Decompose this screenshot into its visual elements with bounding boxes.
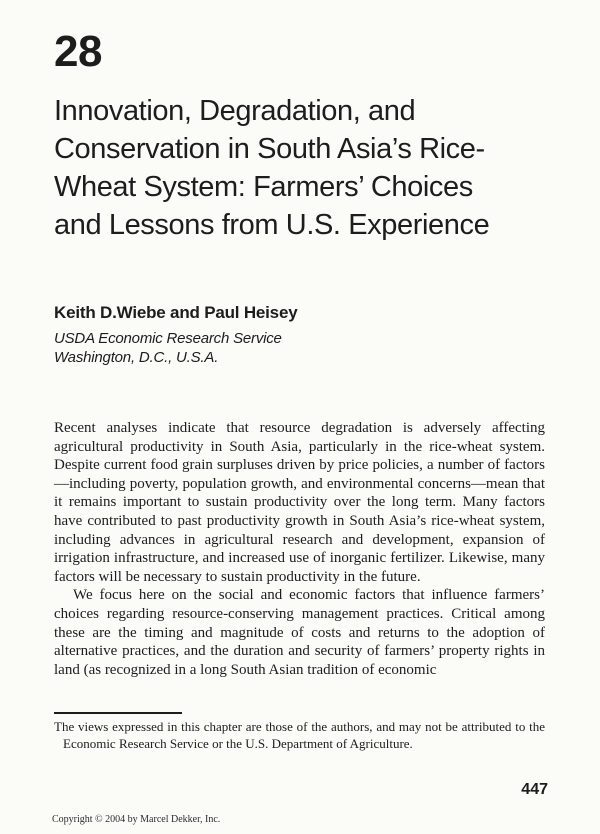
- affiliation-location: Washington, D.C., U.S.A.: [54, 349, 219, 366]
- footnote-text: The views expressed in this chapter are those of the authors, and may not be attributed to the Economic Research Service or the U.S. Department of Agriculture.: [54, 719, 545, 751]
- affiliation-block: [54, 329, 282, 367]
- footnote-divider: [54, 712, 182, 714]
- body-text: [54, 419, 545, 679]
- body-paragraph-1: Recent analyses indicate that resource degradation is adversely affecting agricultural productivity in South Asia, particularly in the rice-wheat system. Despite current food grain surpluses driven by price policies, a number of factors—including poverty, population growth, and environmental concerns—mean that it remains important to sustain productivity over the long term. Many factors have contributed to past productivity growth in South Asia’s rice-wheat system, including advances in agricultural research and development, expansion of irrigation infrastructure, and increased use of inorganic fertilizer. Likewise, many factors will be necessary to sustain productivity in the future.: [54, 420, 545, 585]
- copyright-notice: Copyright © 2004 by Marcel Dekker, Inc.: [52, 814, 221, 825]
- body-paragraph-2: We focus here on the social and economic factors that influence farmers’ choices regarding resource-conserving management practices. Critical among these are the timing and magnitude of costs and returns to the adoption of alternative practices, and the duration and security of farmers’ property rights in land (as recognized in a long South Asian tradition of economic: [54, 587, 545, 678]
- chapter-title: Innovation, Degradation, and Conservation in South Asia’s Rice-Wheat System: Farmers’ Choices and Lessons from U.S. Experience: [54, 95, 490, 241]
- chapter-number: 28: [54, 27, 102, 76]
- page-number: 447: [521, 781, 548, 798]
- authors-byline: Keith D.Wiebe and Paul Heisey: [54, 303, 298, 322]
- affiliation-organization: USDA Economic Research Service: [54, 330, 282, 347]
